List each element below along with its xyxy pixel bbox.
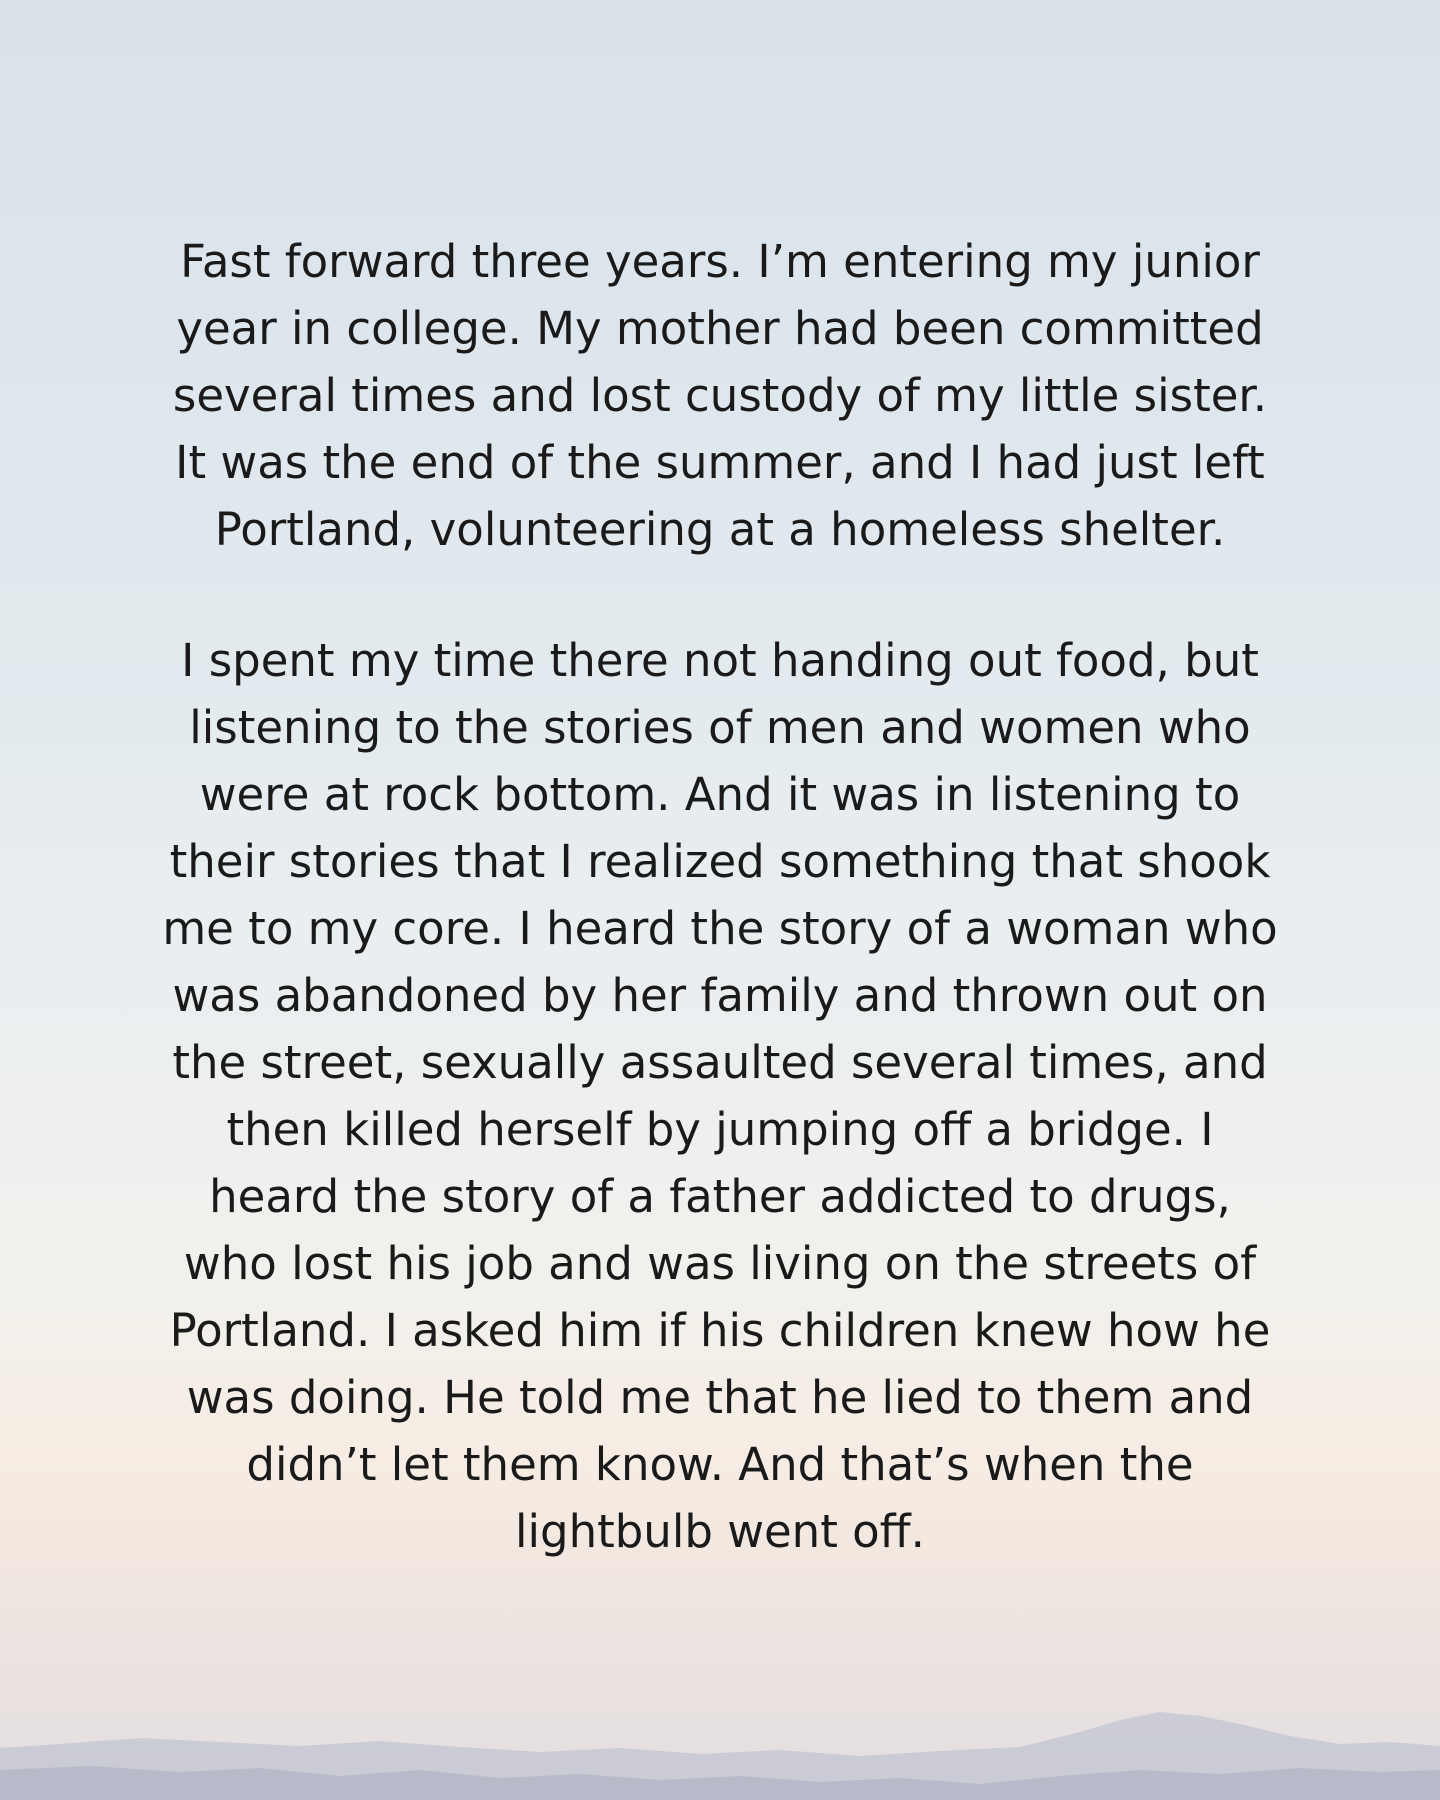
text-line: were at rock bottom. And it was in listening to [199, 768, 1241, 821]
text-line: was abandoned by her family and thrown out on [172, 969, 1268, 1022]
text-line: was doing. He told me that he lied to them and [186, 1371, 1254, 1424]
text-line: their stories that I realized something that shook [169, 835, 1271, 888]
text-line: Fast forward three years. I’m entering my junior [180, 235, 1260, 288]
text-line: heard the story of a father addicted to drugs, [209, 1170, 1231, 1223]
text-line: It was the end of the summer, and I had just left [175, 436, 1265, 489]
text-line: several times and lost custody of my little sister. [172, 369, 1268, 422]
text-line: I spent my time there not handing out food, but [181, 634, 1259, 687]
text-line: didn’t let them know. And that’s when the [246, 1438, 1194, 1491]
text-line: year in college. My mother had been committed [176, 302, 1264, 355]
story-text [150, 228, 1290, 1565]
mountain-silhouette [0, 1620, 1440, 1800]
text-line: me to my core. I heard the story of a woman who [162, 902, 1278, 955]
text-line: the street, sexually assaulted several times, and [172, 1036, 1268, 1089]
text-line: Portland. I asked him if his children knew how he [169, 1304, 1271, 1357]
paragraph-2 [150, 627, 1290, 1565]
text-line: listening to the stories of men and women who [189, 701, 1251, 754]
text-line: lightbulb went off. [515, 1505, 925, 1558]
text-line: who lost his job and was living on the streets of [183, 1237, 1257, 1290]
text-line: Portland, volunteering at a homeless shelter. [214, 503, 1226, 556]
paragraph-1 [150, 228, 1290, 563]
text-line: then killed herself by jumping off a bridge. I [226, 1103, 1214, 1156]
